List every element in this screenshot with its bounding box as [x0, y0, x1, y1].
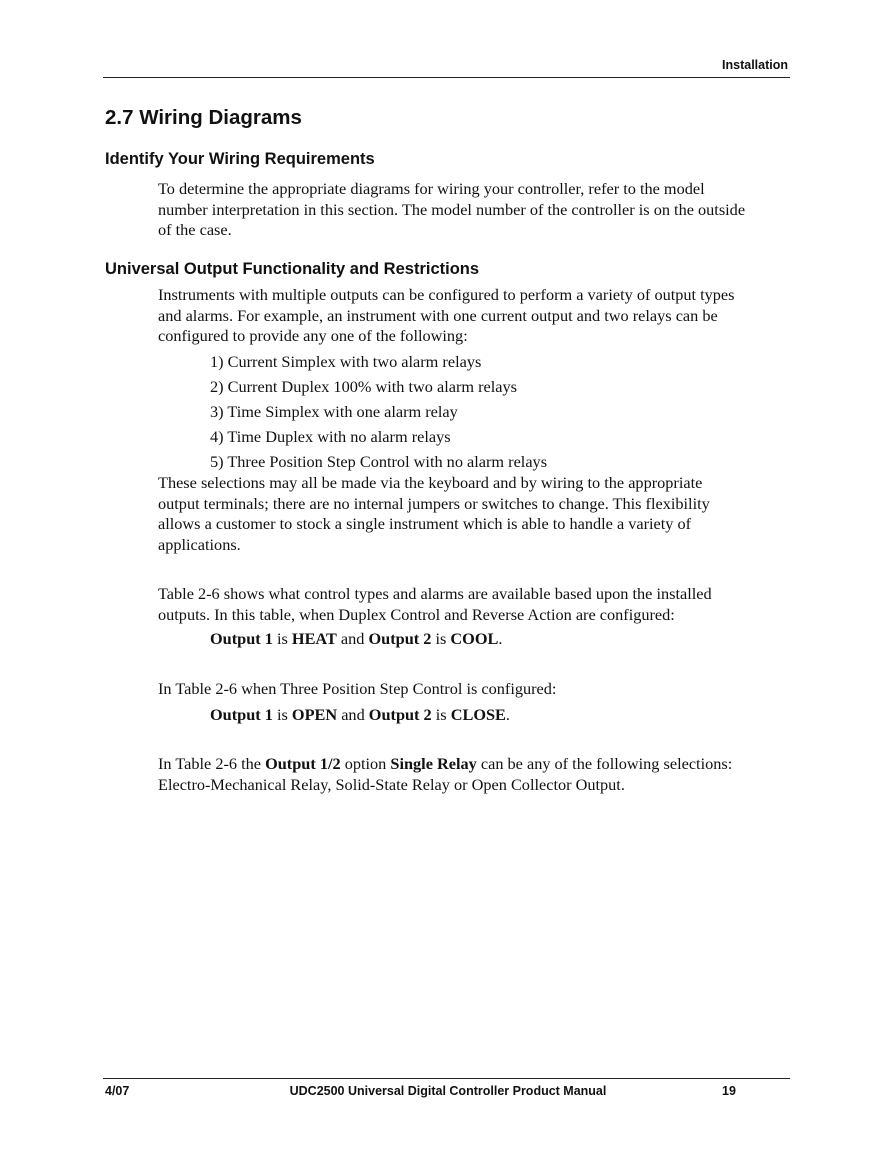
open-value: OPEN — [291, 705, 338, 724]
list-item: 3) Time Simplex with one alarm relay — [210, 402, 458, 421]
footer-date: 4/07 — [105, 1084, 130, 1098]
close-value: CLOSE — [450, 705, 506, 724]
table-line: Table 2-6 shows what control types and alarms are available based upon the installed — [158, 584, 712, 603]
section-title: 2.7 Wiring Diagrams — [105, 106, 302, 129]
output-option-label: Output 1/2 — [265, 754, 341, 773]
single-relay-label: Single Relay — [390, 754, 477, 773]
step-control-line: In Table 2-6 when Three Position Step Control is configured: — [158, 679, 557, 698]
output-options-list — [210, 349, 547, 474]
selection-line: output terminals; there are no internal jumpers or switches to change. This flexibility — [158, 493, 710, 513]
list-item: 2) Current Duplex 100% with two alarm relays — [210, 377, 518, 396]
relay-line — [158, 754, 788, 775]
list-item: 5) Three Position Step Control with no alarm relays — [210, 452, 548, 471]
list-item: 4) Time Duplex with no alarm relays — [210, 427, 451, 446]
output2-label: Output 2 — [368, 629, 432, 648]
connector-text: and — [336, 629, 369, 648]
table-line: outputs. In this table, when Duplex Control and Reverse Action are configured: — [158, 604, 675, 624]
cool-value: COOL — [450, 629, 499, 648]
relay-paragraph — [158, 754, 788, 795]
connector-text: is — [431, 705, 451, 724]
output2-label: Output 2 — [368, 705, 432, 724]
universal-intro-paragraph — [158, 285, 788, 347]
relay-line: Electro-Mechanical Relay, Solid-State Relay or Open Collector Output. — [158, 774, 625, 794]
universal-heading: Universal Output Functionality and Restrictions — [105, 260, 480, 278]
connector-text: is — [431, 629, 451, 648]
intro-line: configured to provide any one of the following: — [158, 326, 468, 346]
connector-text: is — [272, 705, 292, 724]
identify-paragraph: To determine the appropriate diagrams for wiring your controller, refer to the model number interpretation in this section. The model number of the controller is on the outside of the case. — [158, 179, 746, 240]
output1-label: Output 1 — [210, 705, 273, 724]
intro-line: and alarms. For example, an instrument with one current output and two relays can be — [158, 305, 718, 325]
page-number: 19 — [722, 1084, 736, 1098]
step-assignment — [210, 705, 510, 726]
relay-text: can be any of the following selections: — [476, 754, 733, 773]
header-rule — [103, 77, 790, 78]
intro-line: Instruments with multiple outputs can be configured to perform a variety of output types — [158, 285, 735, 304]
relay-text: In Table 2-6 the — [158, 754, 266, 773]
relay-text: option — [340, 754, 391, 773]
connector-text: and — [337, 705, 369, 724]
manual-title-text: UDC2500 Universal Digital Controller Product Manual — [289, 1084, 607, 1098]
table-reference-paragraph — [158, 584, 788, 625]
selection-line: allows a customer to stock a single instrument which is able to handle a variety of — [158, 514, 692, 534]
connector-text: is — [272, 629, 292, 648]
heat-value: HEAT — [291, 629, 337, 648]
footer-manual-title — [0, 1084, 892, 1098]
selection-line: applications. — [158, 534, 241, 554]
list-item: 1) Current Simplex with two alarm relays — [210, 352, 482, 371]
output1-label: Output 1 — [210, 629, 273, 648]
selections-paragraph — [158, 473, 788, 555]
selection-line: These selections may all be made via the keyboard and by wiring to the appropriate — [158, 473, 703, 492]
connector-text: . — [498, 629, 503, 648]
running-header: Installation — [722, 58, 788, 72]
connector-text: . — [505, 705, 510, 724]
identify-heading: Identify Your Wiring Requirements — [105, 150, 375, 168]
duplex-assignment — [210, 629, 502, 650]
footer-rule — [103, 1078, 790, 1079]
